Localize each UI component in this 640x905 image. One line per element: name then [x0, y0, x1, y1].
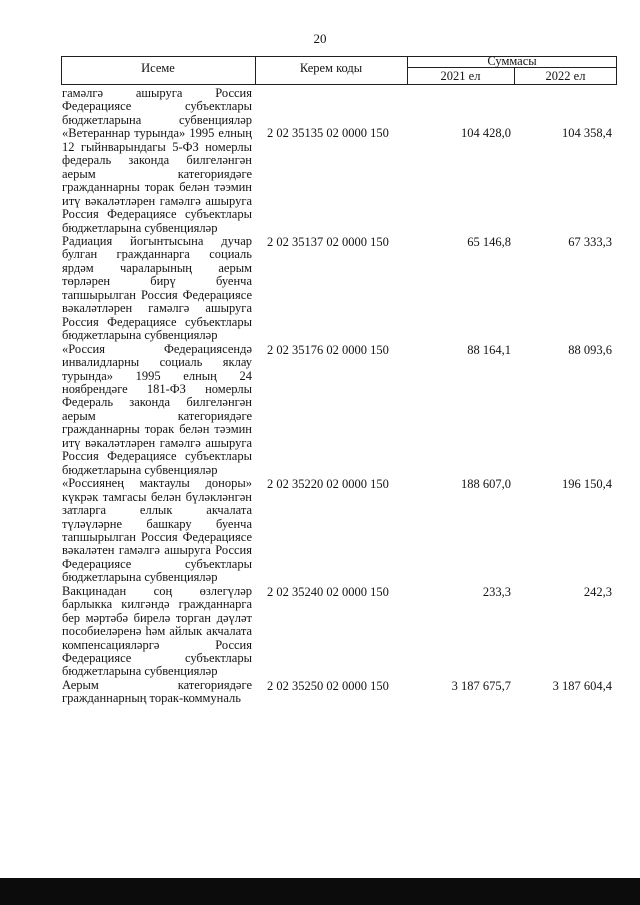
table-row: [62, 477, 618, 585]
table-header: [61, 56, 617, 84]
row-value-2022: 3 187 604,4: [552, 678, 612, 693]
row-name: гамәлгә ашыруга Россия Федерациясе субъектлары бюджетларына субвенцияләр «Ветераннар турында» 1995 елның 12 гыйнварындагы 5-ФЗ номерлы федераль законда билгеләнгән аерым категориядәге гражданнарны торак белән тәэмин итү вәкаләтләрен гамәлгә ашыруга Россия Федерациясе субъектлары бюджетларына субвенцияләр: [62, 86, 252, 235]
row-value-2021: 188 607,0: [461, 477, 511, 492]
table-row: [62, 87, 618, 235]
row-code: 2 02 35135 02 0000 150: [267, 126, 389, 140]
scan-bottom-edge: [0, 878, 640, 905]
row-name: «Россия Федерациясендә инвалидларны социаль яклау турында» 1995 елның 24 ноябрендәге 181-ФЗ номерлы Федераль законда билгеләнгән аерым категориядәге гражданнарны торак белән тәэмин итү вәкаләтләрен гамәлгә ашыруга Россия Федерациясе субъектлары бюджетларына субвенцияләр: [62, 341, 252, 477]
row-code: 2 02 35250 02 0000 150: [267, 678, 389, 693]
table-row: [62, 235, 618, 343]
row-code: 2 02 35240 02 0000 150: [267, 584, 389, 599]
row-name: «Россиянең мактаулы доноры» күкрәк тамгасы белән бүләкләнгән затларга еллык акчалата түләүләрне башкару буенча тапшырылган Россия Федерациясе вәкаләтен гамәлгә ашыруга Россия Федерациясе субъектлары бюджетларына субвенцияләр: [62, 476, 252, 585]
row-value-2022: 67 333,3: [568, 234, 612, 249]
table-row: [62, 585, 618, 679]
row-value-2021: 233,3: [482, 584, 511, 599]
row-value-2022: 242,3: [583, 584, 612, 599]
row-code: 2 02 35220 02 0000 150: [267, 477, 389, 492]
row-value-2022: 88 093,6: [568, 342, 612, 357]
header-year-2022: 2022 ел: [545, 69, 586, 83]
row-name: Радиация йогынтысына дучар булган гражданнарга социаль ярдәм чараларының аерым төрләрен бирү буенча тапшырылган Россия Федерациясе вәкаләтләрен гамәлгә ашыруга Россия Федерациясе субъектлары бюджетларына субвенцияләр: [62, 233, 252, 343]
header-year-2021: 2021 ел: [440, 69, 481, 83]
row-code: 2 02 35137 02 0000 150: [267, 234, 389, 249]
header-sum: Суммасы: [487, 54, 537, 68]
table-row: [62, 679, 618, 706]
row-value-2021: 88 164,1: [467, 342, 511, 357]
table-row: [62, 343, 618, 478]
header-name: Исеме: [141, 61, 175, 75]
row-value-2021: 65 146,8: [467, 234, 511, 249]
row-value-2021: 3 187 675,7: [451, 678, 511, 693]
row-value-2021: 104 428,0: [461, 126, 511, 140]
page-number: 20: [313, 31, 327, 46]
header-code: Керем коды: [299, 61, 363, 75]
table-body: [62, 87, 618, 706]
row-name: Аерым категориядәге гражданнарның торак-коммуналь: [62, 677, 252, 706]
row-name: Вакцинадан соң өзлегүләр барлыкка килгәндә гражданнарга бер мәртәбә бирелә торган дәүләт пособиеләренә һәм айлык акчалата компенсацияләргә Россия Федерациясе субъектлары бюджетларына субвенцияләр: [62, 583, 252, 679]
row-value-2022: 104 358,4: [562, 126, 612, 140]
header-bottom-rule: [61, 84, 617, 85]
row-value-2022: 196 150,4: [562, 477, 612, 492]
row-code: 2 02 35176 02 0000 150: [267, 342, 389, 357]
